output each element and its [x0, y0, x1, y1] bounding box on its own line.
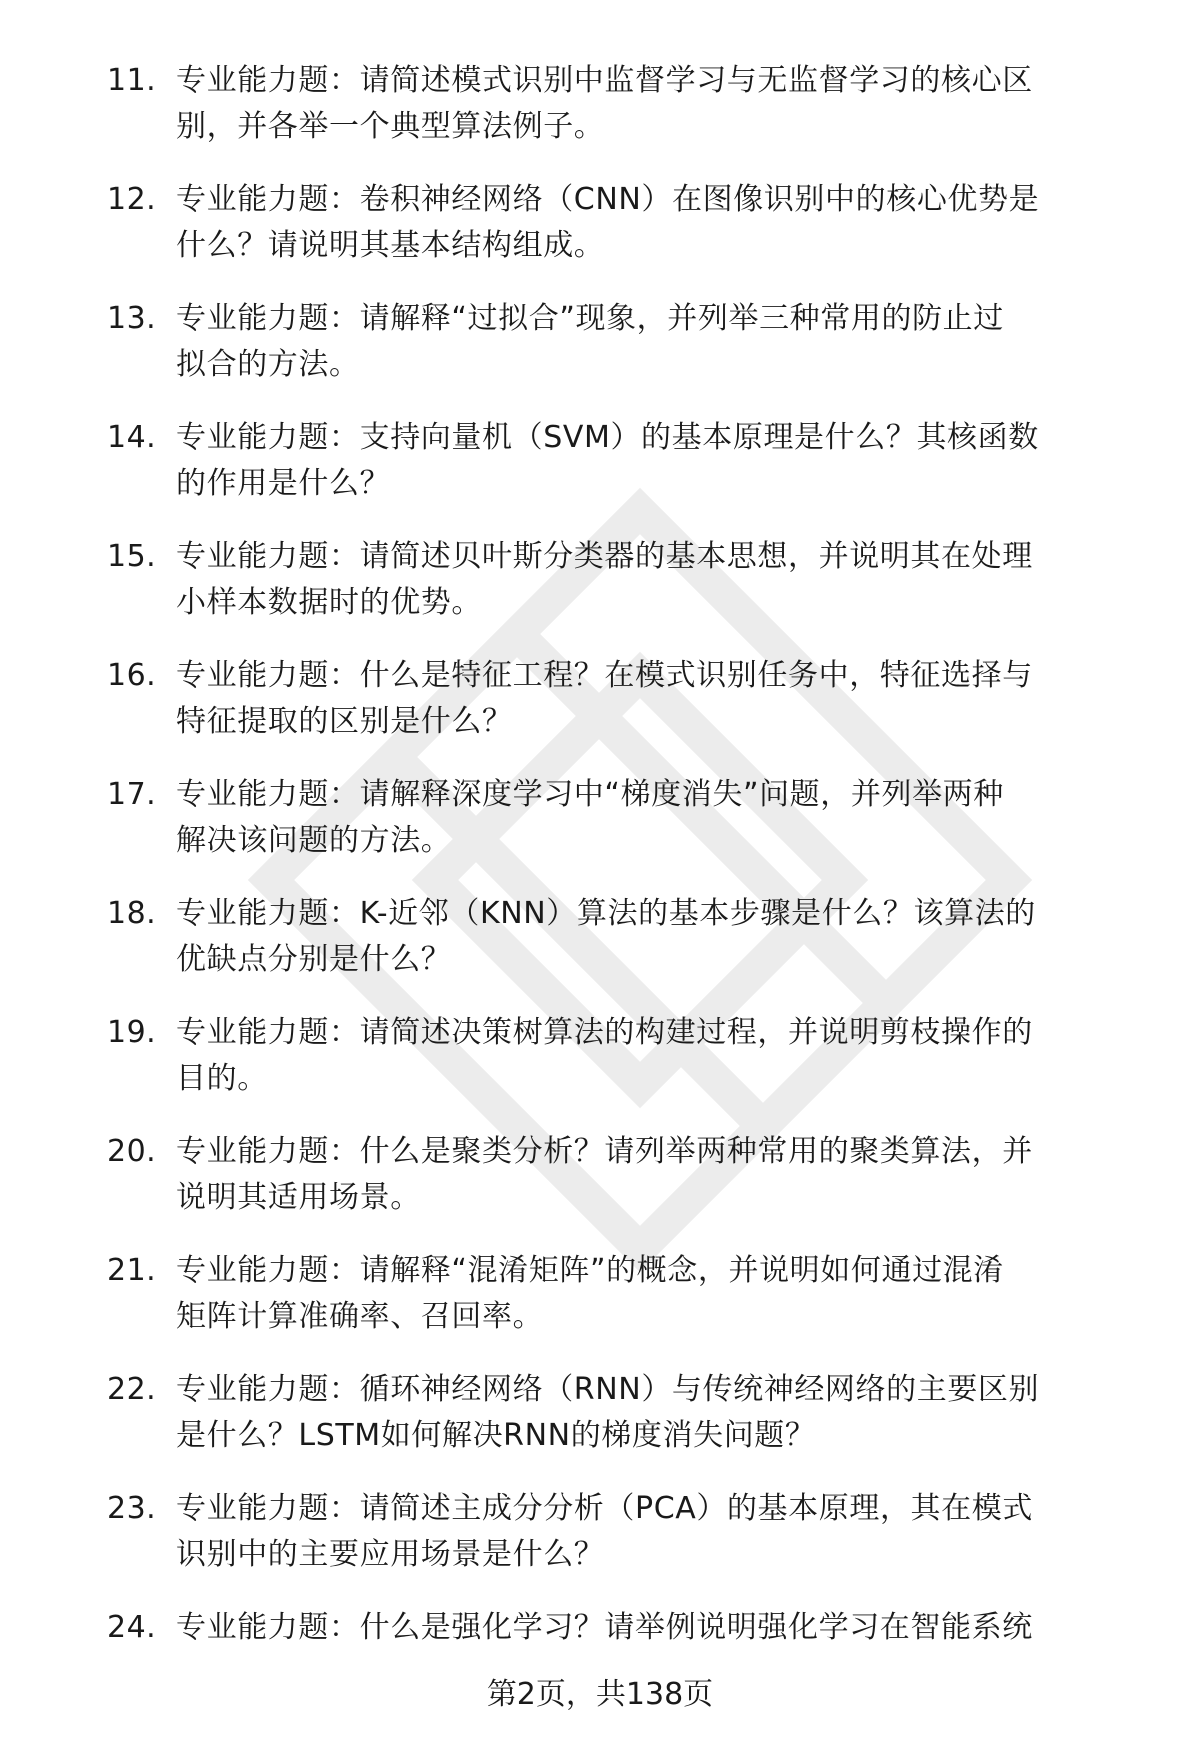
question-item — [0, 1486, 1200, 1605]
question-number: 24. — [107, 1610, 157, 1645]
question-line: 优缺点分别是什么？ — [176, 942, 452, 977]
question-item — [0, 1129, 1200, 1248]
question-line: 解决该问题的方法。 — [176, 823, 452, 858]
question-item — [0, 1248, 1200, 1367]
question-line: 专业能力题：什么是聚类分析？请列举两种常用的聚类算法，并 — [176, 1134, 1033, 1169]
question-text — [176, 1010, 1106, 1102]
question-number: 22. — [107, 1372, 157, 1407]
question-text — [176, 772, 1106, 864]
question-line: 什么？请说明其基本结构组成。 — [176, 228, 605, 263]
question-line: 的作用是什么？ — [176, 466, 391, 501]
question-item — [0, 534, 1200, 653]
question-line: 专业能力题：请简述模式识别中监督学习与无监督学习的核心区 — [176, 63, 1033, 98]
question-item — [0, 177, 1200, 296]
question-line: 别，并各举一个典型算法例子。 — [176, 109, 605, 144]
question-number: 19. — [107, 1015, 157, 1050]
question-line: 是什么？LSTM如何解决RNN的梯度消失问题？ — [176, 1418, 816, 1453]
question-text — [176, 1367, 1106, 1459]
question-number: 11. — [107, 63, 157, 98]
question-number: 17. — [107, 777, 157, 812]
question-line: 专业能力题：K-近邻（KNN）算法的基本步骤是什么？该算法的 — [176, 896, 1036, 931]
question-item — [0, 772, 1200, 891]
question-item — [0, 891, 1200, 1010]
question-line: 专业能力题：请解释“过拟合”现象，并列举三种常用的防止过 — [176, 301, 1004, 336]
question-item — [0, 1367, 1200, 1486]
question-line: 专业能力题：请简述主成分分析（PCA）的基本原理，其在模式 — [176, 1491, 1033, 1526]
question-number: 20. — [107, 1134, 157, 1169]
question-number: 14. — [107, 420, 157, 455]
question-line: 矩阵计算准确率、召回率。 — [176, 1299, 544, 1334]
question-text — [176, 296, 1106, 388]
question-line: 专业能力题：卷积神经网络（CNN）在图像识别中的核心优势是 — [176, 182, 1040, 217]
question-item — [0, 58, 1200, 177]
question-line: 专业能力题：请解释深度学习中“梯度消失”问题，并列举两种 — [176, 777, 1004, 812]
question-line: 专业能力题：什么是强化学习？请举例说明强化学习在智能系统 — [176, 1610, 1033, 1645]
question-line: 专业能力题：支持向量机（SVM）的基本原理是什么？其核函数 — [176, 420, 1039, 455]
question-text — [176, 891, 1106, 983]
question-line: 目的。 — [176, 1061, 268, 1096]
question-text — [176, 653, 1106, 745]
question-number: 21. — [107, 1253, 157, 1288]
question-number: 16. — [107, 658, 157, 693]
question-item — [0, 653, 1200, 772]
question-text — [176, 58, 1106, 150]
question-text — [176, 415, 1106, 507]
question-line: 小样本数据时的优势。 — [176, 585, 482, 620]
question-line: 特征提取的区别是什么？ — [176, 704, 513, 739]
question-item — [0, 296, 1200, 415]
question-item — [0, 415, 1200, 534]
question-line: 专业能力题：什么是特征工程？在模式识别任务中，特征选择与 — [176, 658, 1033, 693]
question-text — [176, 1486, 1106, 1578]
question-item — [0, 1010, 1200, 1129]
question-line: 专业能力题：请简述贝叶斯分类器的基本思想，并说明其在处理 — [176, 539, 1033, 574]
question-text — [176, 534, 1106, 626]
question-line: 专业能力题：请解释“混淆矩阵”的概念，并说明如何通过混淆 — [176, 1253, 1004, 1288]
question-line: 识别中的主要应用场景是什么？ — [176, 1537, 605, 1572]
question-line: 拟合的方法。 — [176, 347, 360, 382]
question-line: 说明其适用场景。 — [176, 1180, 421, 1215]
question-line: 专业能力题：请简述决策树算法的构建过程，并说明剪枝操作的 — [176, 1015, 1033, 1050]
question-text — [176, 1248, 1106, 1340]
question-list — [0, 58, 1200, 1724]
question-text — [176, 1129, 1106, 1221]
question-number: 13. — [107, 301, 157, 336]
page-footer: 第2页，共138页 — [486, 1677, 714, 1712]
question-text — [176, 177, 1106, 269]
question-line: 专业能力题：循环神经网络（RNN）与传统神经网络的主要区别 — [176, 1372, 1040, 1407]
question-number: 12. — [107, 182, 157, 217]
question-text — [176, 1605, 1106, 1651]
question-number: 15. — [107, 539, 157, 574]
question-number: 18. — [107, 896, 157, 931]
question-number: 23. — [107, 1491, 157, 1526]
